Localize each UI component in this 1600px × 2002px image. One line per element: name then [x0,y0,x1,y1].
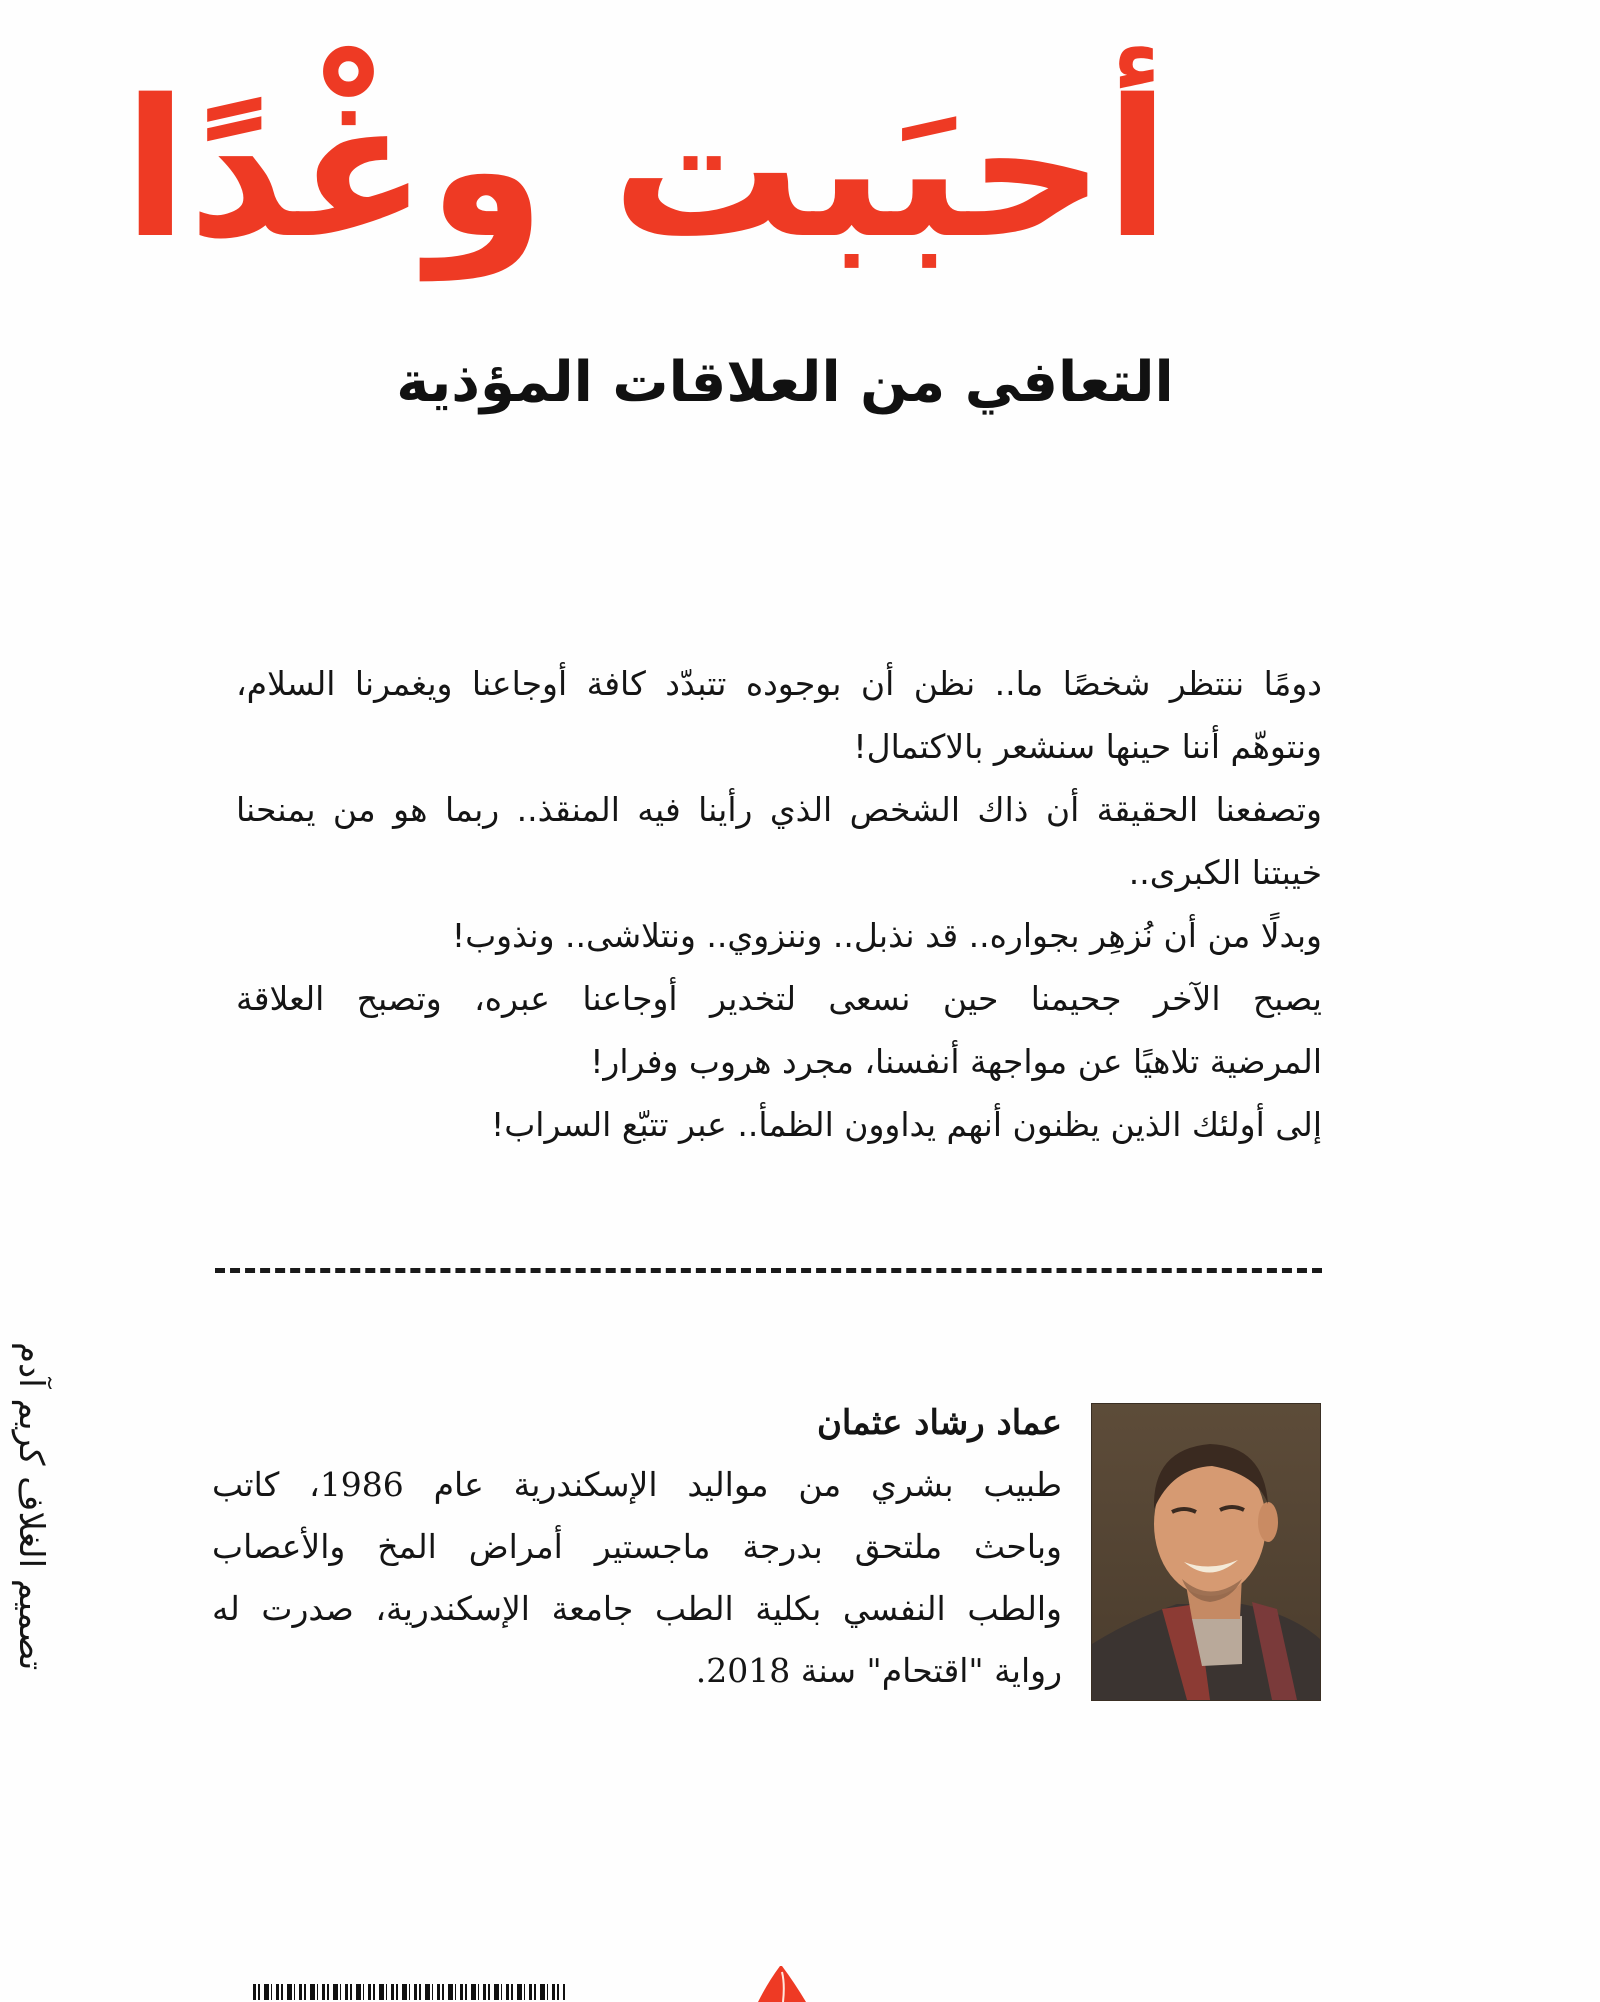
author-bio-line: طبيب بشري من مواليد الإسكندرية عام 1986، كاتب [212,1465,1062,1504]
author-section [212,1392,1062,1702]
author-bio-line: والطب النفسي بكلية الطب جامعة الإسكندرية، صدرت له [212,1589,1062,1628]
leaf-logo-icon [752,1962,812,2002]
author-bio-line: رواية "اقتحام" سنة 2018. [695,1651,1062,1690]
dashed-divider [215,1268,1322,1273]
publisher-logo [752,1962,812,2002]
blurb-line: المرضية تلاهيًا عن مواجهة أنفسنا، مجرد هروب وفرار! [590,1042,1322,1081]
author-bio-line: وباحث ملتحق بدرجة ماجستير أمراض المخ والأعصاب [212,1527,1062,1566]
author-portrait-icon [1092,1404,1320,1700]
blurb-text [236,652,1322,1156]
book-subtitle: التعافي من العلاقات المؤذية [396,350,1174,415]
blurb-line: ونتوهّم أننا حينها سنشعر بالاكتمال! [853,727,1322,766]
blurb-line: إلى أولئك الذين يظنون أنهم يداوون الظمأ.. عبر تتبّع السراب! [491,1105,1322,1144]
cover-design-credit: تصميم الغلاف كريم آدم [11,1341,51,1670]
blurb-line: وتصفعنا الحقيقة أن ذاك الشخص الذي رأينا فيه المنقذ.. ربما هو من يمنحنا [236,790,1322,829]
blurb-line: وبدلًا من أن نُزهِر بجواره.. قد نذبل.. وننزوي.. ونتلاشى.. ونذوب! [451,916,1322,955]
author-bio [212,1454,1062,1702]
barcode [253,1984,565,2000]
blurb-line: يصبح الآخر جحيمنا حين نسعى لتخدير أوجاعنا عبره، وتصبح العلاقة [236,979,1322,1018]
blurb-line: خيبتنا الكبرى.. [1128,853,1322,892]
author-name: عماد رشاد عثمان [816,1403,1062,1443]
blurb-line: دومًا ننتظر شخصًا ما.. نظن أن بوجوده تتبدّد كافة أوجاعنا ويغمرنا السلام، [236,664,1322,703]
book-title: أحبَبت وغْدًا [122,59,1170,280]
author-photo [1092,1404,1320,1700]
